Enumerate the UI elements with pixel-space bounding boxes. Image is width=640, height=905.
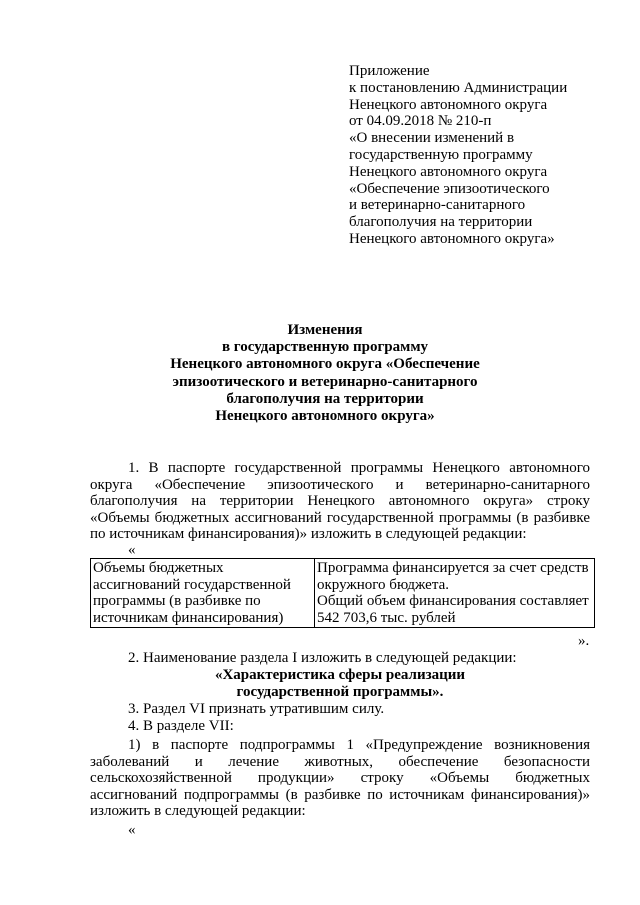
title-line: Ненецкого автономного округа «Обеспечение: [170, 356, 480, 373]
open-quote-2: «: [128, 822, 136, 838]
appendix-line: Ненецкого автономного округа»: [349, 230, 555, 247]
paragraph-line: сельскохозяйственной продукции» строку «Объемы бюджетных: [90, 770, 590, 787]
close-quote: ».: [578, 633, 590, 649]
title-line: Изменения: [287, 322, 363, 338]
cell-line: окружного бюджета.: [317, 576, 449, 593]
item-3: 3. Раздел VI признать утратившим силу.: [128, 701, 385, 717]
open-quote: «: [128, 542, 136, 558]
budget-table: [90, 558, 595, 628]
appendix-line: к постановлению Администрации: [349, 79, 568, 96]
appendix-line: и ветеринарно-санитарного: [349, 197, 526, 214]
cell-line: Объемы бюджетных: [93, 560, 224, 576]
title-line: благополучия на территории: [226, 390, 424, 407]
item-1-paragraph: [90, 460, 590, 543]
table-row: [91, 559, 595, 628]
appendix-line: государственную программу: [349, 146, 533, 163]
paragraph-line: округа «Обеспечение эпизоотического и ветеринарно-санитарного: [90, 476, 590, 493]
appendix-line: от 04.09.2018 № 210-п: [349, 113, 492, 130]
paragraph-line: ассигнований подпрограммы (в разбивке по источникам финансирования)»: [90, 786, 590, 803]
paragraph-line: «Объемы бюджетных ассигнований государственной программы (в разбивке: [90, 509, 590, 526]
appendix-line: «О внесении изменений в: [349, 130, 515, 147]
paragraph-line: по источникам финансирования)» изложить в следующей редакции:: [90, 526, 527, 543]
paragraph-line: благополучия на территории Ненецкого автономного округа» строку: [90, 493, 590, 510]
section-title-line: «Характеристика сферы реализации: [214, 667, 466, 683]
paragraph-line: изложить в следующей редакции:: [90, 803, 306, 820]
cell-line: источникам финансирования): [93, 609, 284, 626]
item-4-1-paragraph: [90, 737, 590, 820]
appendix-line: Ненецкого автономного округа: [349, 96, 548, 113]
table-cell-value: [315, 559, 595, 628]
cell-line: 542 703,6 тыс. рублей: [317, 609, 456, 626]
appendix-line: благополучия на территории: [349, 214, 533, 231]
appendix-header: [349, 63, 609, 248]
table-cell-label: [91, 559, 315, 628]
appendix-line: Ненецкого автономного округа: [349, 163, 548, 180]
document-title: [90, 322, 560, 425]
cell-line: ассигнований государственной: [93, 576, 291, 593]
appendix-line: Приложение: [349, 63, 430, 79]
cell-line: программы (в разбивке по: [93, 593, 261, 610]
item-2: 2. Наименование раздела I изложить в следующей редакции:: [128, 650, 517, 666]
paragraph-line: 1. В паспорте государственной программы Ненецкого автономного: [128, 460, 590, 476]
cell-line: Общий объем финансирования составляет: [317, 593, 589, 610]
section-title-line: государственной программы».: [236, 683, 444, 700]
item-4: 4. В разделе VII:: [128, 718, 234, 734]
paragraph-line: 1) в паспорте подпрограммы 1 «Предупреждение возникновения: [128, 737, 590, 753]
paragraph-line: заболеваний и лечение животных, обеспечение безопасности: [90, 753, 590, 770]
appendix-line: «Обеспечение эпизоотического: [349, 180, 550, 197]
title-line: Ненецкого автономного округа»: [215, 408, 435, 425]
title-line: в государственную программу: [221, 339, 429, 356]
title-line: эпизоотического и ветеринарно-санитарного: [172, 373, 478, 390]
section-title: [90, 667, 590, 701]
cell-line: Программа финансируется за счет средств: [317, 560, 589, 576]
